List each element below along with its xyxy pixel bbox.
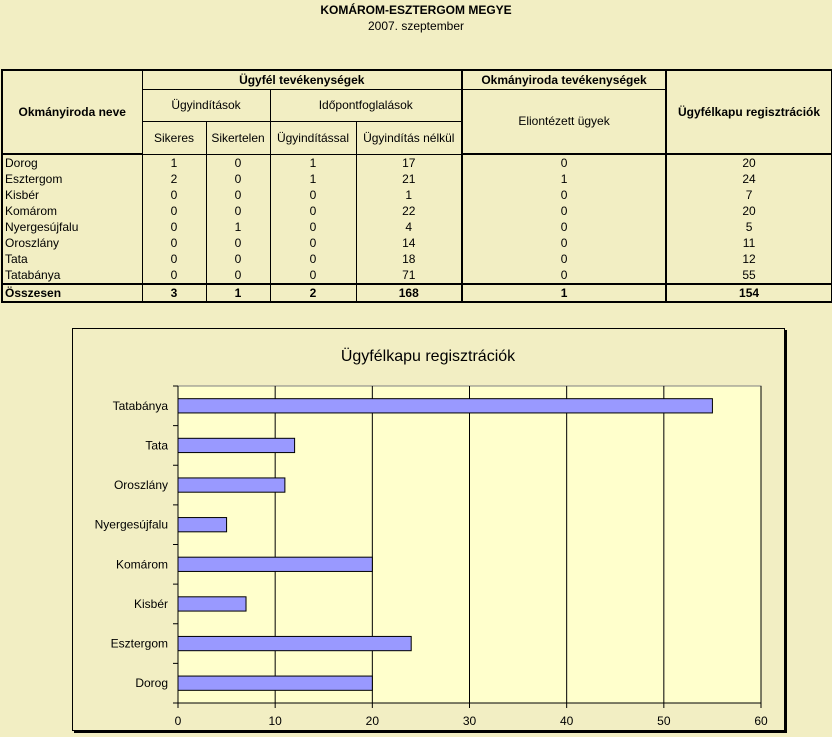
table-row [2,267,832,284]
value-cell: 71 [356,267,462,284]
value-cell: 154 [666,284,832,302]
value-cell: 11 [666,235,832,251]
x-tick-label: 50 [657,714,671,728]
header-without-initiation: Ügyindítás nélkül [356,121,462,154]
category-label: Tatabánya [112,398,168,413]
value-cell: 24 [666,171,832,187]
value-cell: 1 [270,171,356,187]
bar [178,478,285,492]
value-cell: 0 [206,235,270,251]
value-cell: 0 [270,187,356,203]
table-row [2,251,832,267]
bar [178,557,372,571]
header-client-activities: Ügyfél tevékenységek [142,70,462,89]
header-office-activities: Okmányiroda tevékenységek [462,70,666,89]
office-name-cell: Dorog [2,154,142,171]
office-name-cell: Kisbér [2,187,142,203]
value-cell: 0 [462,251,666,267]
value-cell: 7 [666,187,832,203]
bar [178,438,295,452]
header-with-initiation: Ügyindítással [270,121,356,154]
value-cell: 5 [666,219,832,235]
office-name-cell: Összesen [2,284,142,302]
value-cell: 22 [356,203,462,219]
value-cell: 4 [356,219,462,235]
table-row [2,235,832,251]
category-label: Oroszlány [113,478,168,493]
category-label: Tata [145,438,168,453]
value-cell: 0 [206,267,270,284]
header-office-name: Okmányiroda neve [2,70,142,154]
office-name-cell: Komárom [2,203,142,219]
value-cell: 0 [462,154,666,171]
value-cell: 0 [142,235,206,251]
header-portal-registrations: Ügyfélkapu regisztrációk [666,70,832,154]
value-cell: 1 [270,154,356,171]
value-cell: 1 [356,187,462,203]
value-cell: 0 [142,219,206,235]
value-cell: 20 [666,154,832,171]
value-cell: 1 [142,154,206,171]
value-cell: 14 [356,235,462,251]
header-handled-cases: Eliontézett ügyek [462,89,666,154]
value-cell: 1 [462,171,666,187]
value-cell: 0 [270,267,356,284]
table-row [2,203,832,219]
bar [178,399,712,413]
category-label: Nyergesújfalu [94,517,168,532]
office-name-cell: Tatabánya [2,267,142,284]
office-name-cell: Nyergesújfalu [2,219,142,235]
value-cell: 0 [270,203,356,219]
value-cell: 12 [666,251,832,267]
value-cell: 168 [356,284,462,302]
total-row [2,284,832,302]
value-cell: 0 [462,267,666,284]
table-row [2,171,832,187]
header-appointments: Időpontfoglalások [270,89,462,121]
stats-table [1,69,832,303]
value-cell: 0 [206,187,270,203]
header-initiations: Ügyindítások [142,89,270,121]
x-tick-label: 10 [268,714,282,728]
value-cell: 18 [356,251,462,267]
table-row [2,187,832,203]
value-cell: 3 [142,284,206,302]
chart-panel [72,328,785,731]
value-cell: 1 [206,219,270,235]
value-cell: 0 [462,203,666,219]
x-tick-label: 40 [559,714,574,728]
value-cell: 2 [270,284,356,302]
office-name-cell: Oroszlány [2,235,142,251]
value-cell: 0 [206,251,270,267]
value-cell: 0 [142,187,206,203]
category-label: Komárom [115,557,168,572]
category-label: Kisbér [133,596,168,611]
value-cell: 17 [356,154,462,171]
header-fail: Sikertelen [206,121,270,154]
value-cell: 0 [142,267,206,284]
table-row [2,219,832,235]
value-cell: 0 [462,219,666,235]
x-tick-label: 0 [174,714,182,728]
bar [178,597,246,611]
x-tick-label: 30 [462,714,477,728]
value-cell: 0 [270,235,356,251]
page-subtitle: 2007. szeptember [367,19,465,33]
header-success: Sikeres [142,121,206,154]
category-label: Dorog [135,676,168,691]
value-cell: 2 [142,171,206,187]
value-cell: 0 [462,187,666,203]
value-cell: 55 [666,267,832,284]
bar [178,518,227,532]
value-cell: 0 [206,171,270,187]
value-cell: 0 [142,203,206,219]
value-cell: 0 [206,203,270,219]
office-name-cell: Esztergom [2,171,142,187]
category-label: Esztergom [110,636,168,651]
value-cell: 1 [206,284,270,302]
value-cell: 0 [142,251,206,267]
value-cell: 0 [270,219,356,235]
value-cell: 1 [462,284,666,302]
office-name-cell: Tata [2,251,142,267]
bar [178,676,372,690]
x-tick-label: 20 [365,714,380,728]
bar-chart [73,329,784,730]
value-cell: 0 [270,251,356,267]
chart-title: Ügyfélkapu regisztrációk [340,348,516,365]
x-tick-label: 60 [754,714,768,728]
table-row [2,154,832,171]
bar [178,636,411,650]
value-cell: 0 [206,154,270,171]
value-cell: 21 [356,171,462,187]
value-cell: 0 [462,235,666,251]
page-title: KOMÁROM-ESZTERGOM MEGYE [320,3,512,17]
value-cell: 20 [666,203,832,219]
